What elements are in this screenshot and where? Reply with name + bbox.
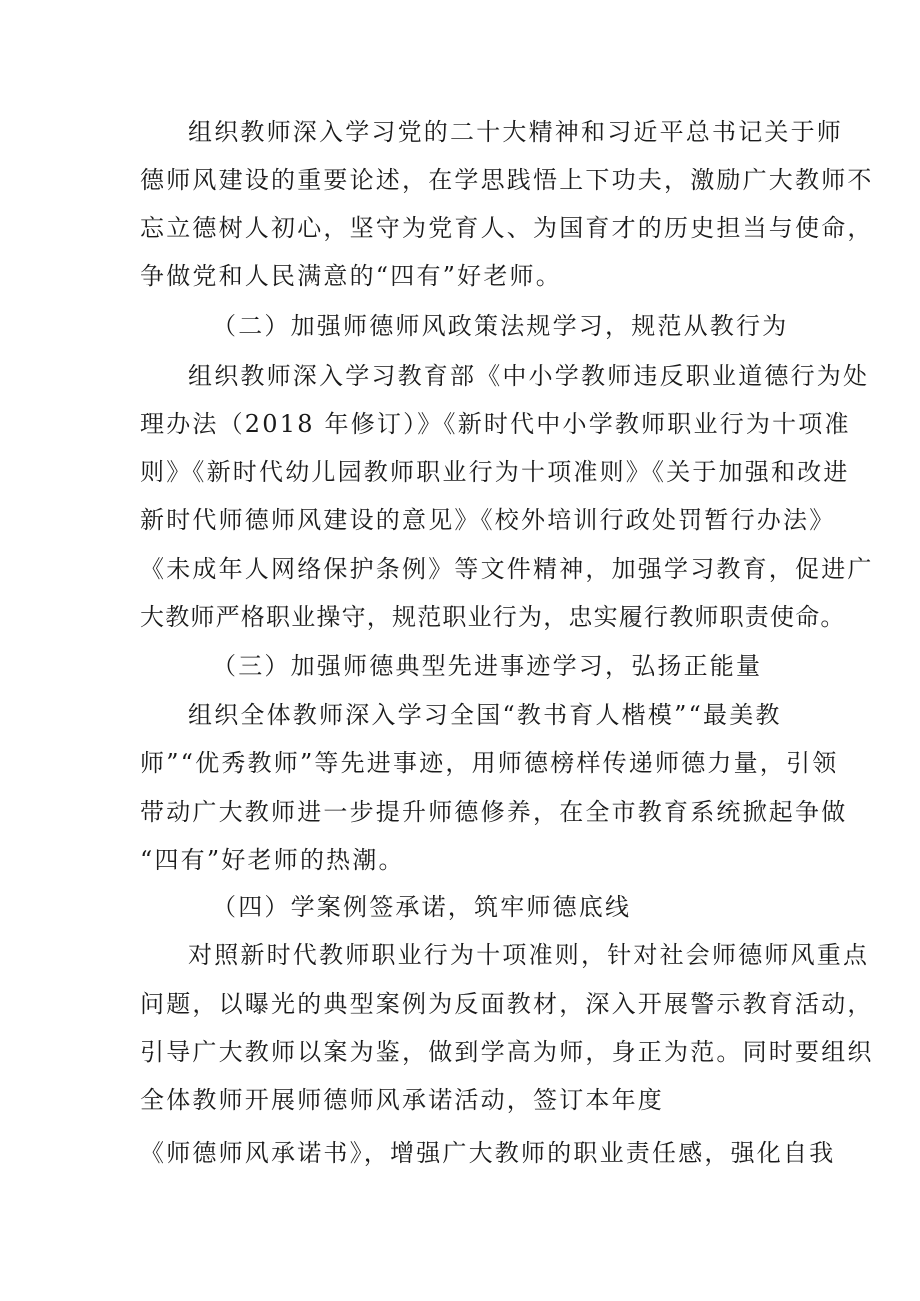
paragraph-line: 问题，以曝光的典型案例为反面教材，深入开展警示教育活动，: [140, 990, 874, 1018]
paragraph-line: 组织全体教师深入学习全国“教书育人楷模”“最美教: [188, 701, 782, 729]
section-heading: （三）加强师德典型先进事迹学习，弘扬正能量: [212, 652, 763, 680]
paragraph-line: 带动广大教师进一步提升师德修养，在全市教育系统掀起争做: [140, 798, 848, 826]
paragraph-line: 大教师严格职业操守，规范职业行为，忠实履行教师职责使命。: [140, 603, 846, 631]
paragraph-line: 全体教师开展师德师风承诺活动，签订本年度: [140, 1086, 664, 1114]
paragraph-line: 德师风建设的重要论述，在学思践悟上下功夫，激励广大教师不: [140, 166, 874, 194]
paragraph-line: “四有”好老师的热潮。: [140, 846, 405, 874]
paragraph-line: 理办法（2018 年修订）》《新时代中小学教师职业行为十项准: [140, 410, 851, 438]
paragraph-line: 新时代师德师风建设的意见》《校外培训行政处罚暂行办法》: [140, 506, 836, 534]
paragraph-line: 争做党和人民满意的“四有”好老师。: [140, 262, 562, 290]
paragraph-line: 组织教师深入学习教育部《中小学教师违反职业道德行为处: [188, 362, 870, 390]
section-heading: （二）加强师德师风政策法规学习，规范从教行为: [212, 312, 789, 340]
paragraph-line: 则》《新时代幼儿园教师职业行为十项准则》《关于加强和改进: [140, 458, 850, 486]
section-heading: （四）学案例签承诺，筑牢师德底线: [212, 893, 632, 921]
paragraph-line: 《师德师风承诺书》，增强广大教师的职业责任感，强化自我: [140, 1139, 836, 1167]
paragraph-line: 忘立德树人初心，坚守为党育人、为国育才的历史担当与使命，: [140, 214, 874, 242]
paragraph-line: 引导广大教师以案为鉴，做到学高为师，身正为范。同时要组织: [140, 1038, 874, 1066]
paragraph-line: 《未成年人网络保护条例》等文件精神，加强学习教育，促进广: [140, 555, 874, 583]
paragraph-line: 对照新时代教师职业行为十项准则，针对社会师德师风重点: [188, 941, 870, 969]
paragraph-line: 师”“优秀教师”等先进事迹，用师德榜样传递师德力量，引领: [140, 749, 839, 777]
paragraph-line: 组织教师深入学习党的二十大精神和习近平总书记关于师: [188, 118, 843, 146]
